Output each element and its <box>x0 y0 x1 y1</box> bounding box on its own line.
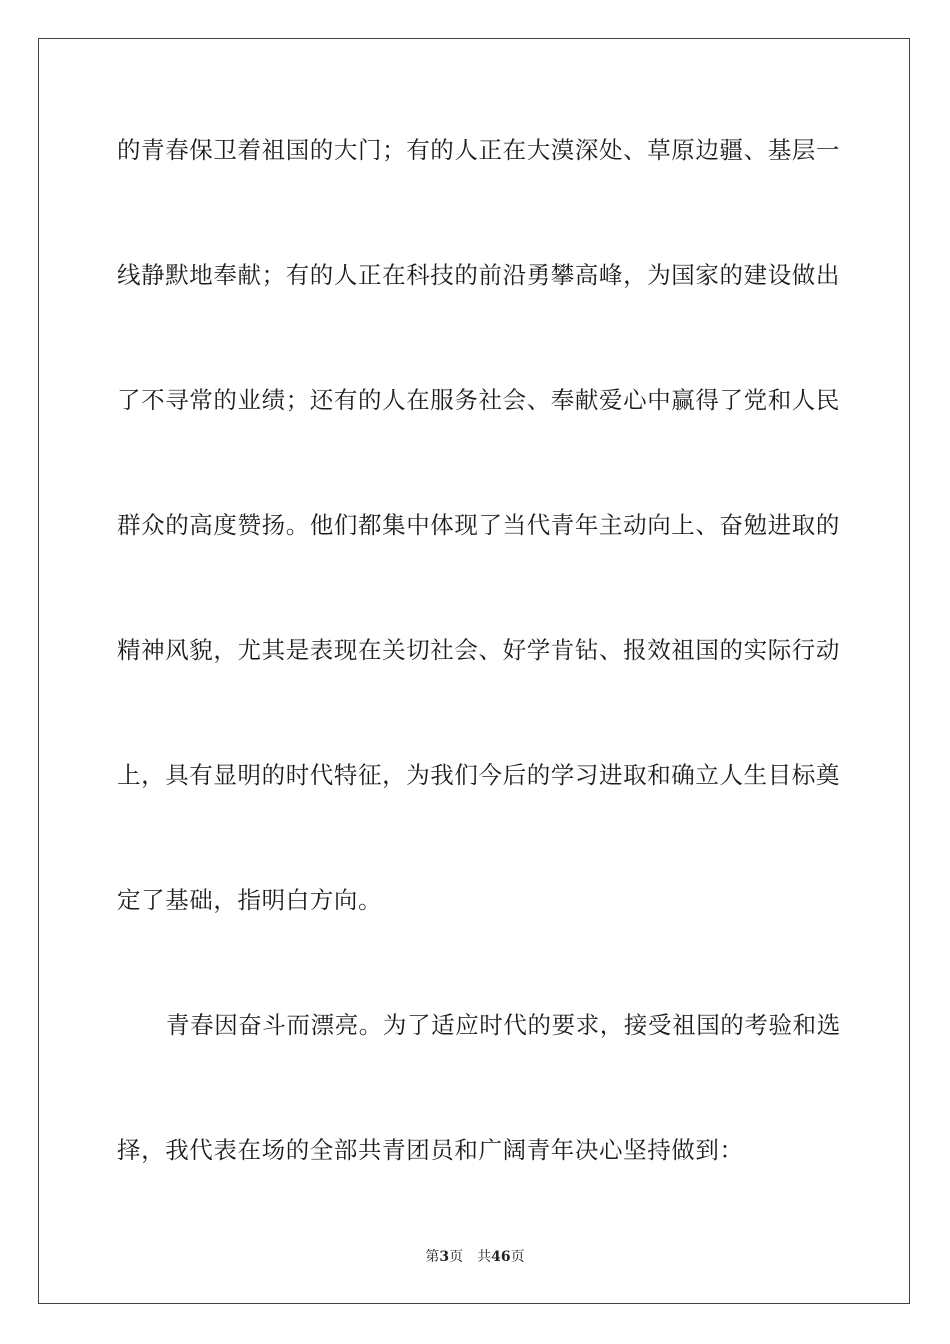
paragraph-first-line: 青春因奋斗而漂亮。为了适应时代的要求，接受祖国的考验和选 <box>166 1011 841 1039</box>
body-text-line: 的青春保卫着祖国的大门；有的人正在大漠深处、草原边疆、基层一 <box>117 136 840 164</box>
page-number: 3 <box>439 1249 450 1265</box>
total-suffix: 页 <box>510 1249 525 1265</box>
body-text-line: 择，我代表在场的全部共青团员和广阔青年决心坚持做到： <box>117 1136 744 1164</box>
page-prefix: 第 <box>425 1249 440 1265</box>
body-text-line: 精神风貌，尤其是表现在关切社会、好学肯钻、报效祖国的实际行动 <box>117 636 840 664</box>
total-prefix: 共 <box>477 1249 492 1265</box>
body-text-line: 群众的高度赞扬。他们都集中体现了当代青年主动向上、奋勉进取的 <box>117 511 840 539</box>
page-suffix: 页 <box>449 1249 464 1265</box>
body-text-line: 了不寻常的业绩；还有的人在服务社会、奉献爱心中赢得了党和人民 <box>117 386 840 414</box>
body-text-line: 线静默地奉献；有的人正在科技的前沿勇攀高峰，为国家的建设做出 <box>117 261 840 289</box>
page-footer <box>0 1248 950 1266</box>
total-pages: 46 <box>491 1249 511 1265</box>
body-text-line: 定了基础，指明白方向。 <box>117 886 383 914</box>
body-text-line: 上，具有显明的时代特征，为我们今后的学习进取和确立人生目标奠 <box>117 761 840 789</box>
page-frame <box>38 38 910 1304</box>
